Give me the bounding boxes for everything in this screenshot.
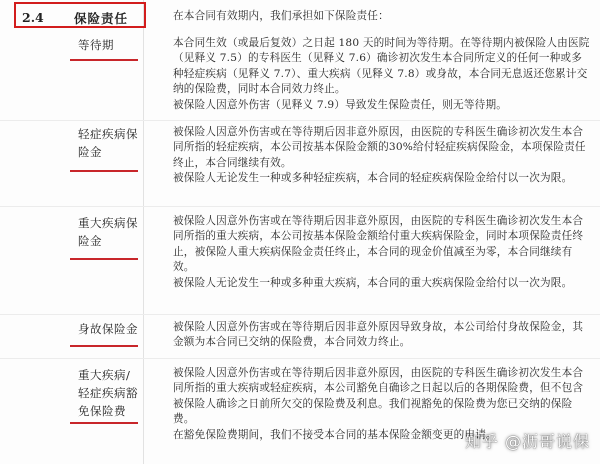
clause-text-premium-waiver: 被保险人因意外伤害或在等待期后因非意外原因，由医院的专科医生确诊初次发生本合同所指的重大疾病或轻症疾病，本公司豁免自确诊之日起以后的各期保险费，但不包含被保险人确诊之日前所欠交的保险费及利息。我们视豁免的保险费为您已交纳的保险费。 在豁免保险费期间，我们不接受本合同的基本保险金额变更的申请。 [173, 367, 584, 441]
section-intro: 在本合同有效期内，我们承担如下保险责任： [173, 10, 389, 22]
row-separator [0, 120, 600, 121]
watermark: 知乎 @沥哥说保 [464, 432, 590, 451]
clause-label-light-disease: 轻症疾病保险金 [78, 127, 138, 159]
clause-text-waiting-period: 本合同生效（或最后复效）之日起 180 天的时间为等待期。在等待期内被保险人由医院（见释义 7.5）的专科医生（见释义 7.6）确诊初次发生本合同所定义的任何一种或多种轻症疾病（见释义 7.7）、重大疾病（见释义 7.8）或身故，本合同无息返还您累计交纳的保险费，同时本合同效力终止。 被保险人因意外伤害（见释义 7.9）导致发生保险责任，则无等待期。 [173, 37, 590, 111]
row-separator [0, 314, 600, 315]
clause-label-waiting-period: 等待期 [78, 38, 114, 52]
section-number: 2.4 [22, 10, 44, 25]
clause-label-underline [70, 170, 138, 172]
clause-text-light-disease: 被保险人因意外伤害或在等待期后因非意外原因，由医院的专科医生确诊初次发生本合同所指的轻症疾病，本公司按基本保险金额的30%给付轻症疾病保险金，本项保险责任终止，本合同继续有效。 被保险人无论发生一种或多种轻症疾病，本合同的轻症疾病保险金给付以一次为限。 [173, 126, 586, 185]
clause-label-underline [70, 258, 138, 260]
clause-text-critical-illness: 被保险人因意外伤害或在等待期后因非意外原因，由医院的专科医生确诊初次发生本合同所指的重大疾病，本公司按基本保险金额给付重大疾病保险金，同时本项保险责任终止，被保险人重大疾病保险金责任终止，本合同的现金价值减至为零，本合同继续有效。 被保险人无论发生一种或多种重大疾病，本合同的重大疾病保险金给付以一次为限。 [173, 215, 584, 289]
column-divider [143, 0, 144, 464]
row-separator [0, 358, 600, 359]
section-title: 保险责任 [74, 11, 129, 26]
clause-label-underline [70, 345, 138, 347]
clause-label-critical-illness: 重大疾病保险金 [78, 216, 138, 248]
clause-text-death-benefit: 被保险人因意外伤害或在等待期后因非意外原因导致身故，本公司给付身故保险金，其金额为本合同已交纳的保险费，本合同效力终止。 [173, 321, 584, 349]
clause-label-premium-waiver: 重大疾病/轻症疾病豁免保险费 [78, 368, 138, 418]
clause-label-underline [70, 422, 138, 424]
clause-label-underline [70, 59, 138, 61]
row-separator [0, 206, 600, 207]
clause-label-death-benefit: 身故保险金 [78, 322, 138, 336]
